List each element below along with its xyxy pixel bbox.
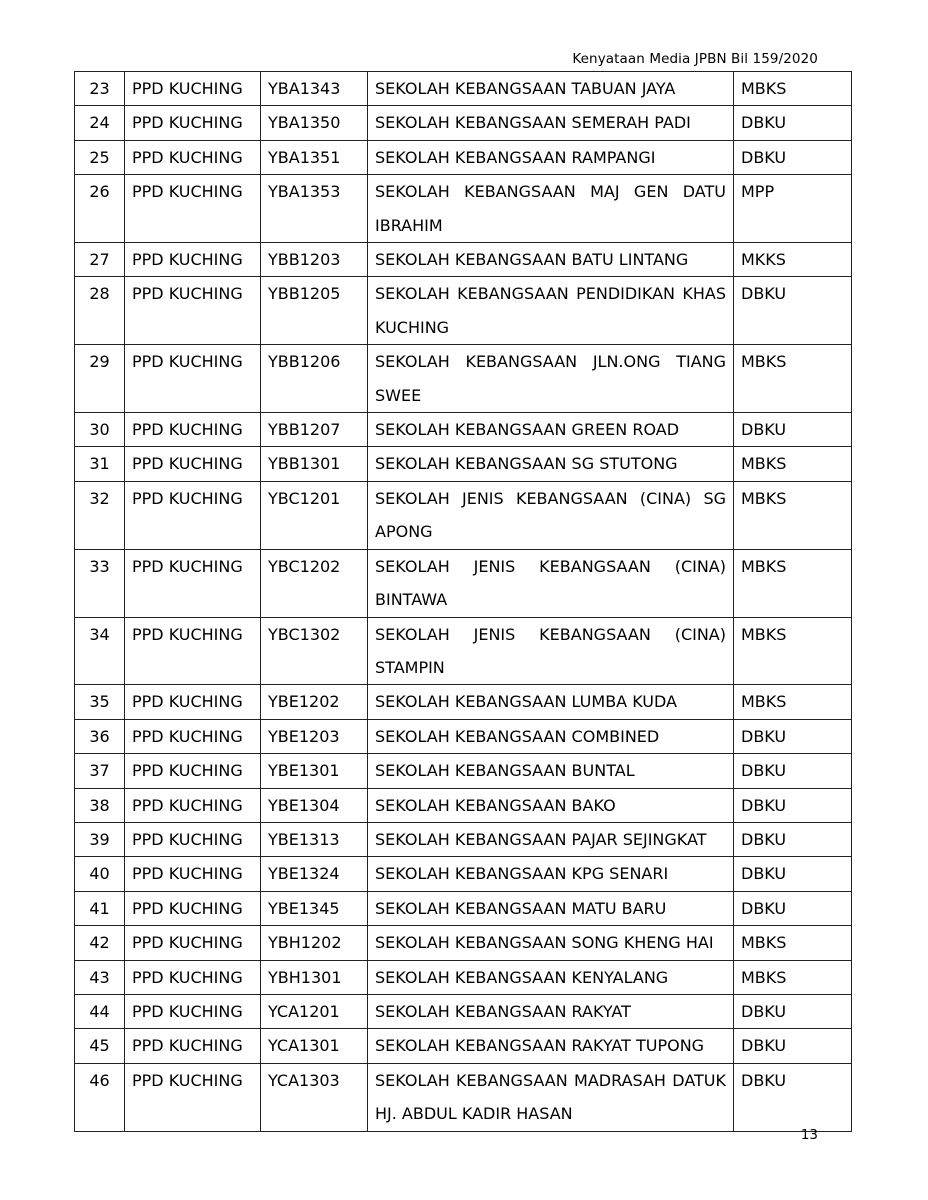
authority-cell: MBKS — [734, 72, 852, 106]
school-code: YBE1324 — [261, 857, 368, 891]
school-name: SEKOLAH KEBANGSAAN KENYALANG — [368, 960, 734, 994]
row-number: 29 — [75, 345, 125, 413]
row-number: 44 — [75, 994, 125, 1028]
school-code: YBB1206 — [261, 345, 368, 413]
school-name: SEKOLAH KEBANGSAAN RAMPANGI — [368, 140, 734, 174]
authority-cell: DBKU — [734, 891, 852, 925]
school-code: YBE1202 — [261, 685, 368, 719]
authority-cell: MBKS — [734, 549, 852, 617]
authority-cell: DBKU — [734, 754, 852, 788]
authority-cell: DBKU — [734, 413, 852, 447]
authority-cell: MBKS — [734, 685, 852, 719]
table-row — [75, 1063, 852, 1131]
table-row — [75, 413, 852, 447]
authority-cell: MBKS — [734, 481, 852, 549]
school-code: YBH1202 — [261, 926, 368, 960]
school-name: SEKOLAH KEBANGSAAN MATU BARU — [368, 891, 734, 925]
school-name: SEKOLAH KEBANGSAAN SG STUTONG — [368, 447, 734, 481]
school-code: YBB1207 — [261, 413, 368, 447]
page-number: 13 — [800, 1127, 818, 1143]
table-row — [75, 822, 852, 856]
row-number: 36 — [75, 719, 125, 753]
school-name: SEKOLAH KEBANGSAAN MAJ GEN DATU IBRAHIM — [368, 175, 734, 243]
school-name: SEKOLAH JENIS KEBANGSAAN (CINA) STAMPIN — [368, 617, 734, 685]
school-name: SEKOLAH KEBANGSAAN MADRASAH DATUK HJ. ABDUL KADIR HASAN — [368, 1063, 734, 1131]
row-number: 35 — [75, 685, 125, 719]
table-row — [75, 788, 852, 822]
school-code: YBC1201 — [261, 481, 368, 549]
school-code: YCA1301 — [261, 1029, 368, 1063]
school-code: YBE1304 — [261, 788, 368, 822]
row-number: 37 — [75, 754, 125, 788]
row-number: 43 — [75, 960, 125, 994]
table-row — [75, 719, 852, 753]
row-number: 28 — [75, 277, 125, 345]
table-row — [75, 617, 852, 685]
school-code: YBB1301 — [261, 447, 368, 481]
table-row — [75, 277, 852, 345]
school-name: SEKOLAH KEBANGSAAN RAKYAT TUPONG — [368, 1029, 734, 1063]
authority-cell: DBKU — [734, 822, 852, 856]
school-code: YBE1313 — [261, 822, 368, 856]
table-row — [75, 345, 852, 413]
ppd-cell: PPD KUCHING — [125, 243, 261, 277]
school-name: SEKOLAH JENIS KEBANGSAAN (CINA) SG APONG — [368, 481, 734, 549]
school-table — [74, 71, 852, 1132]
row-number: 23 — [75, 72, 125, 106]
ppd-cell: PPD KUCHING — [125, 106, 261, 140]
ppd-cell: PPD KUCHING — [125, 549, 261, 617]
table-row — [75, 106, 852, 140]
row-number: 27 — [75, 243, 125, 277]
ppd-cell: PPD KUCHING — [125, 719, 261, 753]
table-row — [75, 243, 852, 277]
school-code: YCA1303 — [261, 1063, 368, 1131]
school-name: SEKOLAH KEBANGSAAN KPG SENARI — [368, 857, 734, 891]
row-number: 26 — [75, 175, 125, 243]
authority-cell: DBKU — [734, 140, 852, 174]
school-name: SEKOLAH KEBANGSAAN JLN.ONG TIANG SWEE — [368, 345, 734, 413]
ppd-cell: PPD KUCHING — [125, 345, 261, 413]
authority-cell: MBKS — [734, 447, 852, 481]
school-name: SEKOLAH KEBANGSAAN SEMERAH PADI — [368, 106, 734, 140]
school-name: SEKOLAH KEBANGSAAN GREEN ROAD — [368, 413, 734, 447]
ppd-cell: PPD KUCHING — [125, 140, 261, 174]
table-row — [75, 960, 852, 994]
row-number: 30 — [75, 413, 125, 447]
school-code: YBB1203 — [261, 243, 368, 277]
school-code: YBB1205 — [261, 277, 368, 345]
row-number: 32 — [75, 481, 125, 549]
school-code: YBA1351 — [261, 140, 368, 174]
ppd-cell: PPD KUCHING — [125, 994, 261, 1028]
row-number: 24 — [75, 106, 125, 140]
ppd-cell: PPD KUCHING — [125, 960, 261, 994]
ppd-cell: PPD KUCHING — [125, 413, 261, 447]
ppd-cell: PPD KUCHING — [125, 754, 261, 788]
authority-cell: DBKU — [734, 277, 852, 345]
row-number: 46 — [75, 1063, 125, 1131]
row-number: 25 — [75, 140, 125, 174]
table-row — [75, 685, 852, 719]
ppd-cell: PPD KUCHING — [125, 857, 261, 891]
authority-cell: MPP — [734, 175, 852, 243]
row-number: 33 — [75, 549, 125, 617]
row-number: 41 — [75, 891, 125, 925]
school-name: SEKOLAH KEBANGSAAN LUMBA KUDA — [368, 685, 734, 719]
document-header: Kenyataan Media JPBN Bil 159/2020 — [572, 51, 818, 67]
table-row — [75, 175, 852, 243]
authority-cell: MBKS — [734, 345, 852, 413]
row-number: 38 — [75, 788, 125, 822]
authority-cell: MBKS — [734, 960, 852, 994]
table-row — [75, 447, 852, 481]
ppd-cell: PPD KUCHING — [125, 277, 261, 345]
ppd-cell: PPD KUCHING — [125, 617, 261, 685]
ppd-cell: PPD KUCHING — [125, 685, 261, 719]
row-number: 31 — [75, 447, 125, 481]
school-name: SEKOLAH KEBANGSAAN RAKYAT — [368, 994, 734, 1028]
table-row — [75, 754, 852, 788]
authority-cell: DBKU — [734, 857, 852, 891]
row-number: 39 — [75, 822, 125, 856]
table-row — [75, 140, 852, 174]
ppd-cell: PPD KUCHING — [125, 822, 261, 856]
school-name: SEKOLAH KEBANGSAAN TABUAN JAYA — [368, 72, 734, 106]
table-row — [75, 481, 852, 549]
authority-cell: DBKU — [734, 994, 852, 1028]
school-name: SEKOLAH JENIS KEBANGSAAN (CINA) BINTAWA — [368, 549, 734, 617]
table-row — [75, 994, 852, 1028]
ppd-cell: PPD KUCHING — [125, 1063, 261, 1131]
school-code: YCA1201 — [261, 994, 368, 1028]
authority-cell: DBKU — [734, 788, 852, 822]
table-row — [75, 891, 852, 925]
row-number: 40 — [75, 857, 125, 891]
table-row — [75, 926, 852, 960]
ppd-cell: PPD KUCHING — [125, 1029, 261, 1063]
authority-cell: DBKU — [734, 1029, 852, 1063]
row-number: 42 — [75, 926, 125, 960]
school-code: YBA1343 — [261, 72, 368, 106]
school-name: SEKOLAH KEBANGSAAN COMBINED — [368, 719, 734, 753]
ppd-cell: PPD KUCHING — [125, 481, 261, 549]
school-code: YBH1301 — [261, 960, 368, 994]
table-row — [75, 1029, 852, 1063]
ppd-cell: PPD KUCHING — [125, 447, 261, 481]
ppd-cell: PPD KUCHING — [125, 175, 261, 243]
school-code: YBC1302 — [261, 617, 368, 685]
table-row — [75, 72, 852, 106]
authority-cell: DBKU — [734, 106, 852, 140]
authority-cell: DBKU — [734, 719, 852, 753]
ppd-cell: PPD KUCHING — [125, 788, 261, 822]
school-code: YBA1350 — [261, 106, 368, 140]
school-name: SEKOLAH KEBANGSAAN SONG KHENG HAI — [368, 926, 734, 960]
authority-cell: DBKU — [734, 1063, 852, 1131]
school-name: SEKOLAH KEBANGSAAN BATU LINTANG — [368, 243, 734, 277]
ppd-cell: PPD KUCHING — [125, 926, 261, 960]
school-code: YBE1203 — [261, 719, 368, 753]
school-code: YBC1202 — [261, 549, 368, 617]
row-number: 34 — [75, 617, 125, 685]
ppd-cell: PPD KUCHING — [125, 72, 261, 106]
authority-cell: MBKS — [734, 617, 852, 685]
authority-cell: MKKS — [734, 243, 852, 277]
ppd-cell: PPD KUCHING — [125, 891, 261, 925]
row-number: 45 — [75, 1029, 125, 1063]
table-row — [75, 549, 852, 617]
school-code: YBE1345 — [261, 891, 368, 925]
school-name: SEKOLAH KEBANGSAAN BAKO — [368, 788, 734, 822]
authority-cell: MBKS — [734, 926, 852, 960]
school-name: SEKOLAH KEBANGSAAN PAJAR SEJINGKAT — [368, 822, 734, 856]
school-code: YBE1301 — [261, 754, 368, 788]
table-row — [75, 857, 852, 891]
school-code: YBA1353 — [261, 175, 368, 243]
school-name: SEKOLAH KEBANGSAAN BUNTAL — [368, 754, 734, 788]
school-name: SEKOLAH KEBANGSAAN PENDIDIKAN KHAS KUCHING — [368, 277, 734, 345]
